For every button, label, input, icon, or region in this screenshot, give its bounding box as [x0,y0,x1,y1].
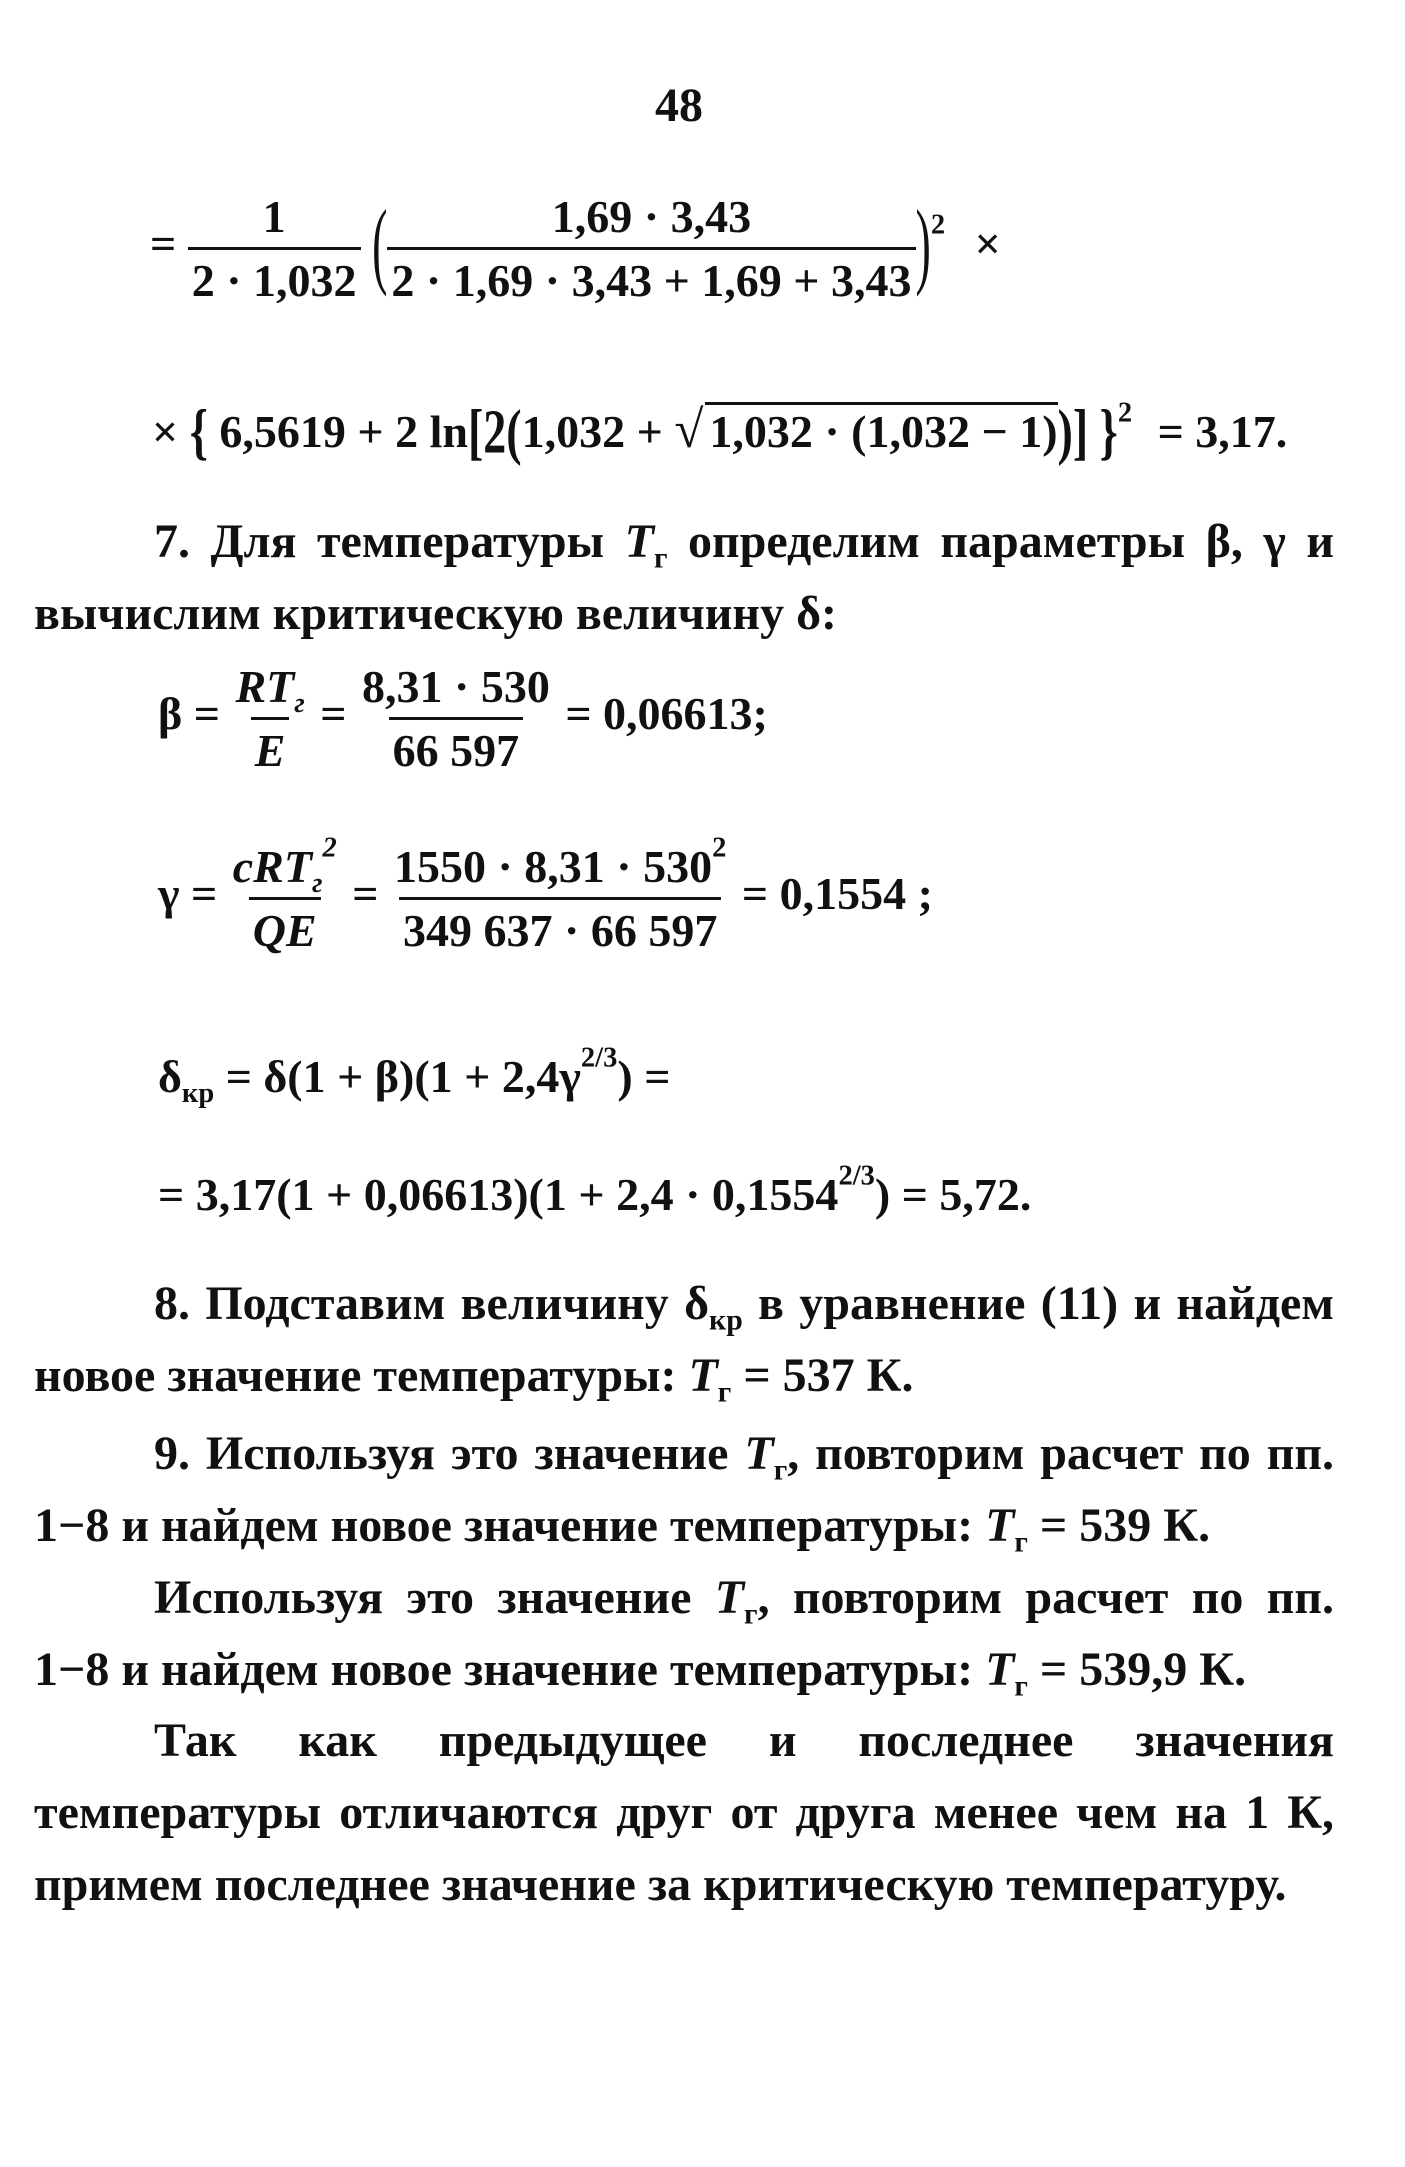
expression-part-2: 1,032 + [521,406,663,457]
paragraph-9 [34,1418,1334,1562]
delta-rhs-a: = δ(1 + β)(1 + 2,4γ [225,1051,581,1102]
delta-equation [158,1042,671,1109]
symbol-T-2: T [985,1643,1015,1696]
symbol-subscript-2: г [1014,1525,1028,1559]
paragraph-8-text-a: 8. Подставим величину δ [154,1277,710,1330]
beta-num-sub: г [294,687,305,719]
times-sign: × [152,406,179,457]
gamma-numerator-numeric [390,832,730,897]
paragraph-9-text-a: 9. Используя это значение [154,1427,745,1480]
symbol-T: T [744,1427,774,1480]
equation-line-1 [150,190,1001,307]
paragraph-10-text-a: Используя это значение [154,1571,715,1624]
beta-denominator-symbolic: E [251,717,290,777]
beta-numerator-symbolic [231,660,308,717]
paragraph-8-sub: кр [709,1303,743,1337]
paragraph-10-text-c: = 539,9 К. [1027,1643,1247,1696]
paragraph-10-text-b: , повторим расчет по пп. 1−8 и найдем новое значение температуры: [34,1571,1335,1696]
delta-rhs-b: ) = [617,1051,671,1102]
beta-lhs: β = [158,688,220,740]
gamma-mid-equals: = [352,868,379,920]
gamma-num2-text: 1550 · 8,31 · 530 [393,841,713,892]
symbol-T-2: T [985,1499,1015,1552]
symbol-subscript: г [744,1597,758,1631]
closing-brackets: )] } [1057,397,1118,466]
times-sign: × [974,218,1001,270]
sqrt-icon: √ [674,401,704,459]
gamma-fraction-symbolic [229,832,341,957]
fraction-2-denominator: 2 · 1,69 · 3,43 + 1,69 + 3,43 [387,247,915,307]
paragraph-10 [34,1562,1334,1706]
symbol-T: T [624,515,654,568]
symbol-subscript: г [773,1453,788,1487]
delta-lhs-sub: кр [181,1077,215,1109]
paren-open: ( [506,397,522,466]
gamma-denominator-numeric: 349 637 · 66 597 [399,897,721,957]
equals-sign: = [150,218,177,270]
gamma-equation [158,832,933,957]
beta-denominator-numeric: 66 597 [389,717,524,777]
gamma-lhs: γ = [158,868,218,920]
beta-numerator-numeric: 8,31 · 530 [361,661,550,712]
exponent: 2 [930,209,946,241]
gamma-num-sub: г [311,867,323,899]
paragraph-8 [34,1268,1334,1412]
fraction-1-numerator: 1 [262,191,286,242]
result: = 3,17. [1157,406,1288,457]
beta-equation [158,660,768,777]
fraction-1-denominator: 2 · 1,032 [188,247,361,307]
gamma-numerator-symbolic [229,832,341,899]
symbol-subscript-2: г [1014,1669,1028,1703]
right-paren: ) [915,190,931,298]
paragraph-8-text-b: в уравнение (11) и найдем новое значение температуры: [34,1277,1335,1402]
symbol-T: T [688,1349,718,1402]
beta-fraction-symbolic [231,660,308,777]
paragraph-8-text-c: = 537 К. [731,1349,914,1402]
paragraph-11 [34,1705,1334,1921]
exponent: 2 [1117,397,1133,429]
beta-mid-equals: = [320,688,347,740]
beta-fraction-numeric [358,660,554,777]
symbol-subscript: г [717,1375,732,1409]
delta-lhs: δ [158,1051,182,1102]
paragraph-9-text-c: = 539 К. [1027,1499,1211,1552]
gamma-denominator-symbolic: QE [249,897,321,957]
gamma-result: = 0,1554 ; [741,868,933,920]
bracket-open: [2 [467,397,507,466]
delta-rhs-sup: 2/3 [580,1042,618,1074]
delta-cont-b: ) = 5,72. [874,1169,1032,1220]
fraction-2 [387,190,915,307]
fraction-1 [188,190,361,307]
paragraph-7-text-a: 7. Для температуры [154,515,605,568]
delta-equation-continuation [158,1160,1032,1221]
gamma-num-text: cRT [232,841,312,892]
symbol-subscript: г [653,541,668,575]
page-number: 48 [655,79,703,132]
fraction-2-numerator: 1,69 · 3,43 [551,191,752,242]
beta-result: = 0,06613; [565,688,768,740]
paragraph-7 [34,506,1334,650]
expression-part-1: 6,5619 + 2 ln [219,406,468,457]
gamma-num-sup: 2 [322,832,337,864]
sqrt-content: 1,032 · (1,032 − 1) [705,402,1057,458]
delta-cont-a: = 3,17(1 + 0,06613)(1 + 2,4 · 0,1554 [158,1169,839,1220]
left-brace: { [189,397,208,466]
gamma-fraction-numeric [390,832,730,957]
paragraph-7-text-b: определим параметры β, γ и вычислим критическую величину δ: [34,515,1335,640]
paragraph-9-text-b: , повторим расчет по пп. 1−8 и найдем новое значение температуры: [34,1427,1334,1552]
symbol-T: T [714,1571,745,1624]
gamma-num2-sup: 2 [712,832,727,864]
delta-cont-sup: 2/3 [838,1160,875,1192]
paragraph-11-text: Так как предыдущее и последнее значения температуры отличаются друг от друга менее чем на 1 К, примем последнее значение за критическую температуру. [34,1714,1334,1911]
equation-line-2 [152,397,1288,466]
beta-num-text: RT [235,661,295,712]
left-paren: ( [372,190,388,298]
